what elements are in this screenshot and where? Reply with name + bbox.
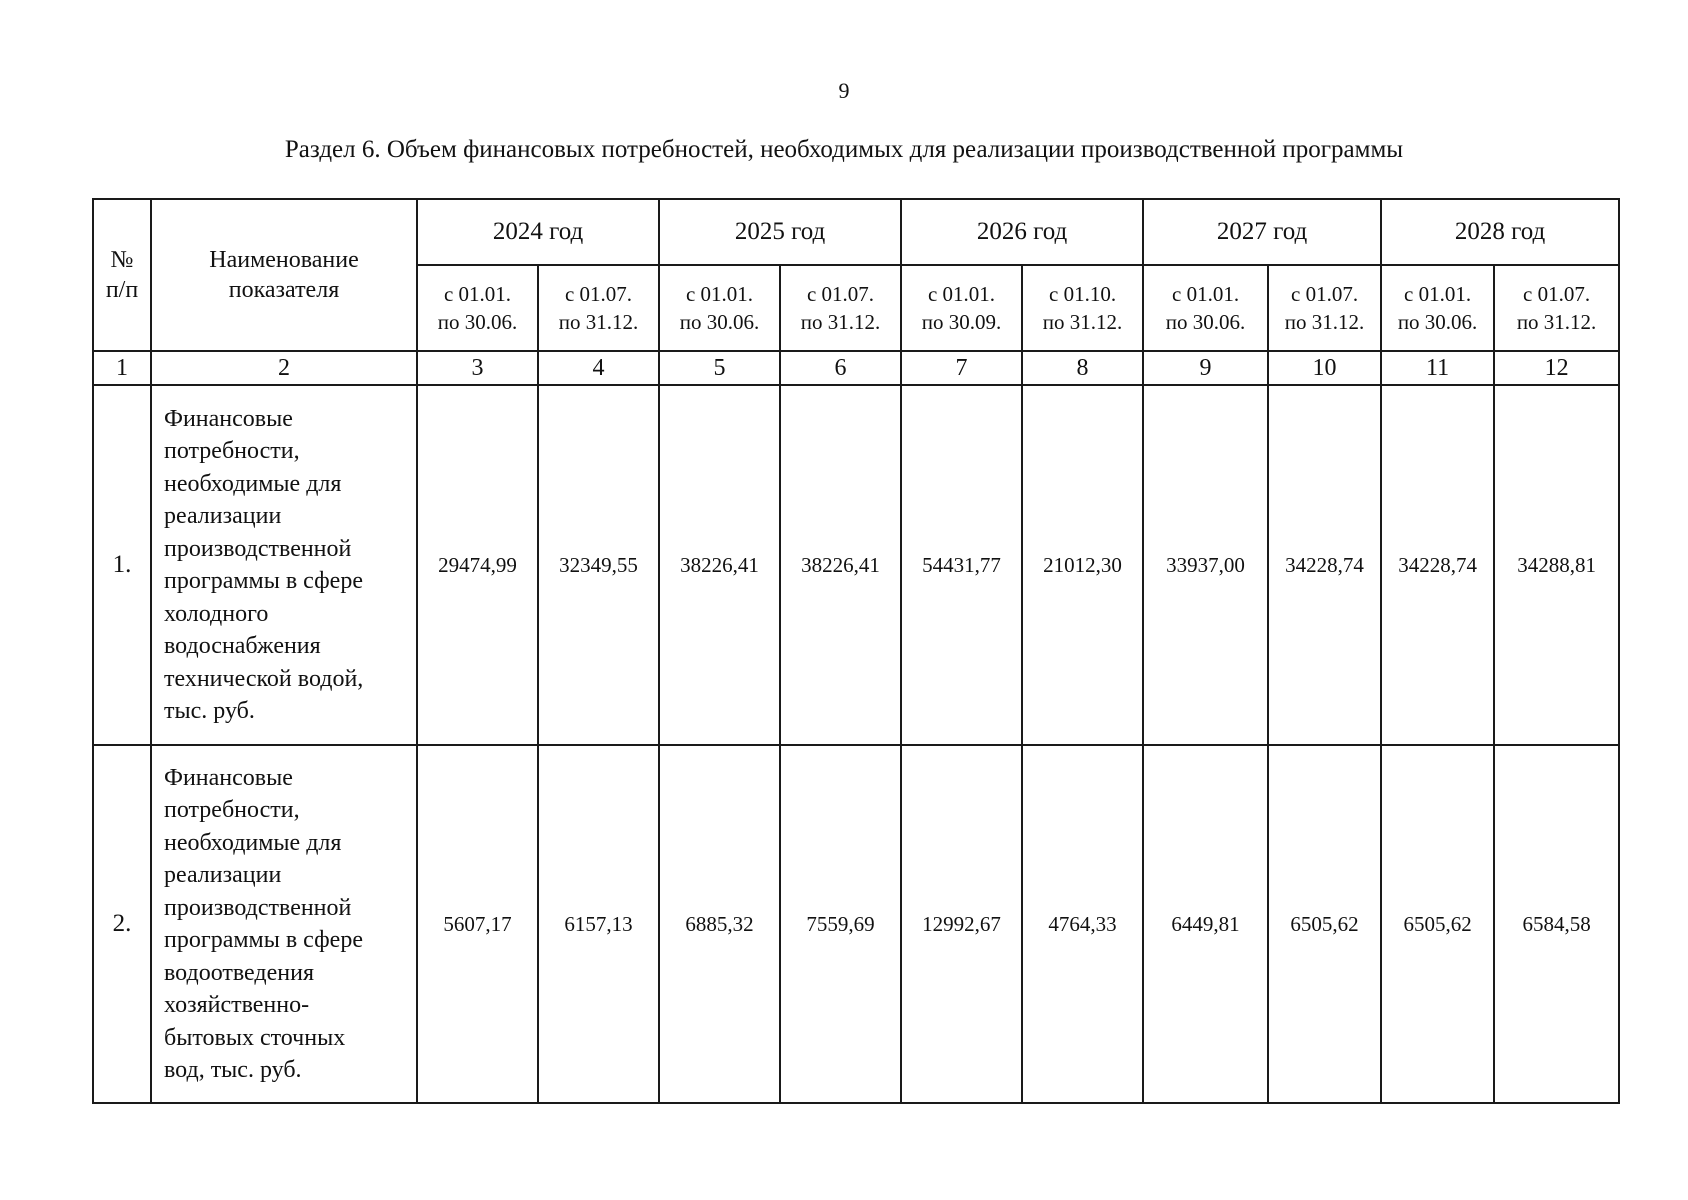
value-cell: 29474,99 <box>417 385 538 745</box>
period-from: с 01.07. <box>564 282 633 306</box>
period-from: с 01.01. <box>1172 282 1240 306</box>
column-number: 10 <box>1268 351 1381 385</box>
period-from: с 01.01. <box>1404 282 1472 306</box>
period-to: по 31.12. <box>558 310 639 334</box>
period-to: по 31.12. <box>1516 310 1597 334</box>
indicator-line: Финансовые <box>164 764 293 791</box>
header-year-2025: 2025 год <box>659 199 901 265</box>
value-cell: 6505,62 <box>1381 745 1494 1103</box>
header-period-cell <box>780 265 901 351</box>
value-cell: 6584,58 <box>1494 745 1619 1103</box>
column-number: 11 <box>1381 351 1494 385</box>
value-cell: 54431,77 <box>901 385 1022 745</box>
period-from: с 01.07. <box>1523 282 1591 306</box>
indicator-line: реализации <box>164 862 282 888</box>
value-cell: 5607,17 <box>417 745 538 1103</box>
column-number: 5 <box>659 351 780 385</box>
header-name-line2: показателя <box>228 277 340 303</box>
table-row <box>93 385 1619 745</box>
period-to: по 30.09. <box>921 310 1002 334</box>
header-year-row <box>93 199 1619 265</box>
indicator-line: потребности, <box>164 438 300 464</box>
value-cell: 38226,41 <box>659 385 780 745</box>
indicator-line: потребности, <box>164 797 300 823</box>
period-from: с 01.01. <box>685 282 754 306</box>
header-period-cell <box>538 265 659 351</box>
value-cell: 33937,00 <box>1143 385 1268 745</box>
header-period-cell <box>1022 265 1143 351</box>
header-num-cell <box>93 199 151 351</box>
column-number: 12 <box>1494 351 1619 385</box>
column-number: 7 <box>901 351 1022 385</box>
column-number: 8 <box>1022 351 1143 385</box>
period-to: по 31.12. <box>1284 310 1365 334</box>
header-year-2027: 2027 год <box>1143 199 1381 265</box>
indicator-line: программы в сфере <box>164 927 363 953</box>
column-number: 1 <box>93 351 151 385</box>
period-to: по 30.06. <box>679 310 760 334</box>
header-num-line1: № <box>110 247 134 273</box>
indicator-line: вод, тыс. руб. <box>164 1057 302 1083</box>
column-number: 4 <box>538 351 659 385</box>
indicator-line: бытовых сточных <box>164 1024 346 1051</box>
header-name-cell <box>151 199 417 351</box>
header-year-2026: 2026 год <box>901 199 1143 265</box>
header-year-2028: 2028 год <box>1381 199 1619 265</box>
period-to: по 31.12. <box>800 310 881 334</box>
indicator-line: технической водой, <box>164 665 364 692</box>
indicator-line: тыс. руб. <box>164 698 255 724</box>
row-number: 1. <box>93 385 151 745</box>
indicator-line: необходимые для <box>164 829 342 856</box>
table-header <box>93 199 1619 351</box>
header-period-cell <box>901 265 1022 351</box>
column-number: 6 <box>780 351 901 385</box>
value-cell: 34228,74 <box>1381 385 1494 745</box>
value-cell: 6449,81 <box>1143 745 1268 1103</box>
period-from: с 01.01. <box>443 282 512 306</box>
table-row <box>93 745 1619 1103</box>
header-period-cell <box>417 265 538 351</box>
indicator-line: программы в сфере <box>164 568 363 594</box>
financial-needs-table <box>92 198 1620 1104</box>
period-from: с 01.07. <box>1291 282 1359 306</box>
value-cell: 38226,41 <box>780 385 901 745</box>
value-cell: 4764,33 <box>1022 745 1143 1103</box>
period-to: по 31.12. <box>1042 310 1123 334</box>
value-cell: 34288,81 <box>1494 385 1619 745</box>
period-to: по 30.06. <box>1397 310 1478 334</box>
value-cell: 7559,69 <box>780 745 901 1103</box>
table-body <box>93 351 1619 1103</box>
period-from: с 01.01. <box>927 282 996 306</box>
indicator-name <box>151 385 417 745</box>
column-number: 3 <box>417 351 538 385</box>
indicator-line: холодного <box>164 600 269 627</box>
column-number: 9 <box>1143 351 1268 385</box>
header-period-cell <box>1494 265 1619 351</box>
value-cell: 6505,62 <box>1268 745 1381 1103</box>
header-period-cell <box>659 265 780 351</box>
indicator-line: водоотведения <box>164 959 314 986</box>
indicator-line: производственной <box>164 535 352 562</box>
value-cell: 32349,55 <box>538 385 659 745</box>
header-num-line2: п/п <box>105 277 139 303</box>
header-period-cell <box>1268 265 1381 351</box>
header-period-cell <box>1143 265 1268 351</box>
value-cell: 12992,67 <box>901 745 1022 1103</box>
period-from: с 01.10. <box>1049 282 1117 306</box>
header-period-cell <box>1381 265 1494 351</box>
value-cell: 6885,32 <box>659 745 780 1103</box>
value-cell: 21012,30 <box>1022 385 1143 745</box>
indicator-line: водоснабжения <box>164 633 321 659</box>
column-number-row <box>93 351 1619 385</box>
indicator-name <box>151 745 417 1103</box>
header-name-line1: Наименование <box>209 247 359 273</box>
period-to: по 30.06. <box>1165 310 1246 334</box>
section-title: Раздел 6. Объем финансовых потребностей, необходимых для реализации производственной программы <box>284 136 1404 163</box>
value-cell: 34228,74 <box>1268 385 1381 745</box>
period-to: по 30.06. <box>437 310 518 334</box>
period-from: с 01.07. <box>806 282 875 306</box>
indicator-line: производственной <box>164 894 352 921</box>
column-number: 2 <box>151 351 417 385</box>
indicator-line: Финансовые <box>164 405 293 432</box>
header-year-2024: 2024 год <box>417 199 659 265</box>
indicator-line: реализации <box>164 503 282 529</box>
indicator-line: хозяйственно- <box>164 992 310 1018</box>
value-cell: 6157,13 <box>538 745 659 1103</box>
row-number: 2. <box>93 745 151 1103</box>
page-number: 9 <box>838 78 850 103</box>
indicator-line: необходимые для <box>164 470 342 497</box>
